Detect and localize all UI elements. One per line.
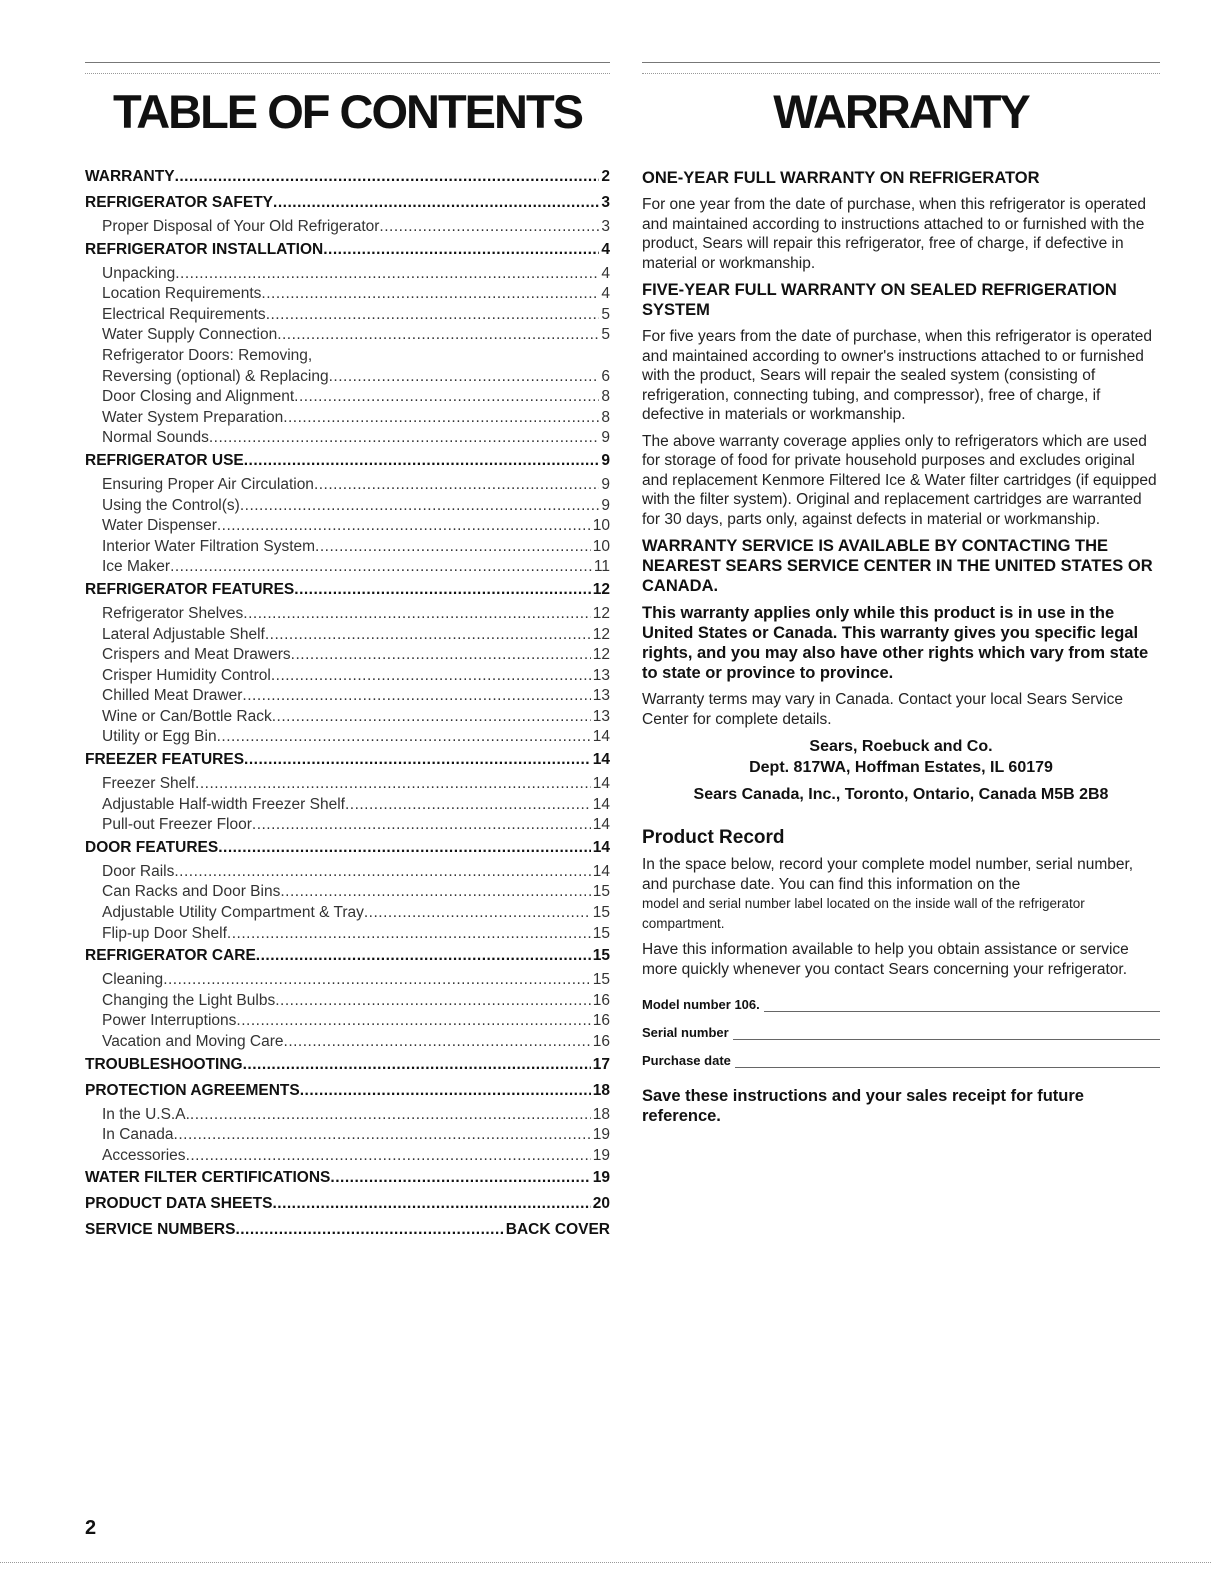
toc-entry-label: Cleaning xyxy=(102,971,164,989)
toc-entry-label: REFRIGERATOR FEATURES xyxy=(85,580,295,598)
toc-leader-dots xyxy=(170,558,592,576)
product-record-text-a: In the space below, record your complete model number, serial number, and purchase date. You can find this information on the xyxy=(642,856,1134,893)
address-line-3: Sears Canada, Inc., Toronto, Ontario, Canada M5B 2B8 xyxy=(693,786,1109,803)
toc-leader-dots xyxy=(272,708,591,726)
toc-entry xyxy=(85,1082,610,1106)
serial-number-line[interactable] xyxy=(733,1025,1160,1040)
toc-entry-label: FREEZER FEATURES xyxy=(85,751,245,769)
toc-entry-page: 14 xyxy=(592,816,610,834)
bottom-rule xyxy=(0,1562,1211,1563)
toc-entry-page: 15 xyxy=(592,883,610,901)
toc-entry-page: 14 xyxy=(592,728,610,746)
toc-leader-dots xyxy=(252,816,591,834)
toc-entry-label: Ensuring Proper Air Circulation xyxy=(102,475,314,493)
toc-entry-page: 6 xyxy=(601,367,610,385)
toc-entry-label: WATER FILTER CERTIFICATIONS xyxy=(85,1169,331,1187)
toc-leader-dots xyxy=(175,265,599,283)
toc-entry-label: Door Closing and Alignment xyxy=(102,388,295,406)
toc-leader-dots xyxy=(280,883,590,901)
toc-entry-label: Normal Sounds xyxy=(102,429,209,447)
toc-entry-page: 3 xyxy=(601,218,610,235)
serial-number-label: Serial number xyxy=(642,1025,729,1040)
toc-entry xyxy=(85,1033,610,1054)
toc-entry xyxy=(85,218,610,239)
toc-entry-label: Power Interruptions xyxy=(102,1012,237,1030)
toc-entry-page: 5 xyxy=(601,326,610,344)
toc-entry-page: 2 xyxy=(601,168,610,185)
toc-leader-dots xyxy=(235,1221,503,1239)
toc-entry-label: Electrical Requirements xyxy=(102,305,266,323)
toc-entry xyxy=(85,368,610,389)
toc-entry-label: Can Racks and Door Bins xyxy=(102,883,281,901)
toc-entry-page: 4 xyxy=(601,285,610,303)
toc-leader-dots xyxy=(300,1082,591,1100)
five-year-heading: FIVE-YEAR FULL WARRANTY ON SEALED REFRIGERATION SYSTEM xyxy=(642,281,1117,319)
toc-entry-page: 9 xyxy=(601,496,610,514)
toc-leader-dots xyxy=(227,925,591,943)
toc-leader-dots xyxy=(174,1126,591,1144)
five-year-text: For five years from the date of purchase, when this refrigerator is operated and maintained according to owner's instructions attached to or furnished with the product, Sears will repair the sealed system (consisting of refrigeration, connecting tubing, and compressor), free of charge, if defective in materials or workmanship. xyxy=(642,328,1153,423)
toc-entry xyxy=(85,904,610,925)
product-record-title: Product Record xyxy=(642,827,785,848)
toc-leader-dots xyxy=(174,863,590,881)
toc-leader-dots xyxy=(236,1012,590,1030)
toc-entry xyxy=(85,388,610,409)
toc-entry-label: SERVICE NUMBERS xyxy=(85,1221,236,1239)
toc-entry-page: 8 xyxy=(601,388,610,406)
toc-leader-dots xyxy=(345,796,591,814)
toc-entry xyxy=(85,708,610,729)
toc-leader-dots xyxy=(218,839,591,857)
product-record-text-b: model and serial number label located on the inside wall of the refrigerator compartment. xyxy=(642,896,1085,931)
toc-entry xyxy=(85,796,610,817)
toc-entry xyxy=(85,241,610,265)
toc-entry xyxy=(85,816,610,837)
toc-entry-label: REFRIGERATOR INSTALLATION xyxy=(85,240,324,258)
toc-entry-page: 12 xyxy=(592,646,610,664)
rights-heading: This warranty applies only while this product is in use in the United States or Canada. This warranty gives you specific legal rights, and you may also have other rights which vary from state to state or province to province. xyxy=(642,604,1149,682)
toc-leader-dots xyxy=(186,1147,591,1165)
toc-entry xyxy=(85,409,610,430)
toc-entry xyxy=(85,1147,610,1168)
toc-entry-label: Interior Water Filtration System xyxy=(102,537,316,555)
toc-entry xyxy=(85,1106,610,1127)
toc-leader-dots xyxy=(277,326,599,344)
toc-entry-page: 9 xyxy=(601,451,610,469)
top-rule xyxy=(642,62,1160,74)
toc-leader-dots xyxy=(330,1169,590,1187)
toc-entry-page: 3 xyxy=(601,194,610,211)
toc-entry-label: REFRIGERATOR CARE xyxy=(85,947,256,965)
toc-leader-dots xyxy=(256,947,591,965)
toc-entry xyxy=(85,775,610,796)
toc-entry xyxy=(85,667,610,688)
toc-entry-page: 10 xyxy=(592,517,610,535)
toc-entry-label: Reversing (optional) & Replacing xyxy=(102,367,329,385)
toc-entry-page: 11 xyxy=(593,558,610,576)
toc-leader-dots xyxy=(244,452,600,470)
toc-entry xyxy=(85,646,610,667)
toc-column xyxy=(85,62,610,1245)
toc-leader-dots xyxy=(273,194,599,212)
one-year-text: For one year from the date of purchase, when this refrigerator is operated and maintained according to instructions attached to or furnished with the product, Sears will repair this refrigerator, free of charge, if defective in material or workmanship. xyxy=(642,196,1147,272)
toc-leader-dots xyxy=(217,517,591,535)
toc-entry-label: Water Dispenser xyxy=(102,517,217,535)
toc-entry xyxy=(85,347,610,368)
toc-leader-dots xyxy=(175,168,600,186)
toc-leader-dots xyxy=(265,626,591,644)
toc-entry xyxy=(85,538,610,559)
toc-entry xyxy=(85,285,610,306)
toc-entry xyxy=(85,1056,610,1080)
canada-text: Warranty terms may vary in Canada. Contact your local Sears Service Center for complete details. xyxy=(642,691,1123,728)
toc-entry-page: 16 xyxy=(592,1033,610,1050)
toc-entry xyxy=(85,306,610,327)
toc-leader-dots xyxy=(266,306,600,324)
toc-entry-label: Using the Control(s) xyxy=(102,496,240,514)
toc-leader-dots xyxy=(261,285,599,303)
toc-entry xyxy=(85,626,610,647)
toc-entry-label: Water System Preparation xyxy=(102,408,284,426)
model-number-line[interactable] xyxy=(764,997,1160,1012)
toc-entry-page: 18 xyxy=(592,1081,610,1099)
toc-entry-label: REFRIGERATOR USE xyxy=(85,451,244,469)
toc-entry-page: 14 xyxy=(592,838,610,856)
toc-entry xyxy=(85,971,610,992)
toc-entry-page: 9 xyxy=(601,475,610,493)
toc-entry-page: 13 xyxy=(592,687,610,705)
toc-entry xyxy=(85,1169,610,1193)
toc-leader-dots xyxy=(314,476,599,494)
top-rule xyxy=(85,62,610,74)
toc-entry-label: Crisper Humidity Control xyxy=(102,666,271,684)
toc-entry-label: DOOR FEATURES xyxy=(85,838,219,856)
toc-entry-label: Refrigerator Doors: Removing, xyxy=(102,346,313,364)
toc-entry xyxy=(85,476,610,497)
warranty-column xyxy=(642,62,1160,1133)
toc-entry-page: 15 xyxy=(592,947,610,965)
toc-entry-label: Unpacking xyxy=(102,264,176,282)
toc-leader-dots xyxy=(244,751,591,769)
model-number-label: Model number 106. xyxy=(642,997,760,1012)
toc-entry-label: Refrigerator Shelves xyxy=(102,604,244,622)
toc-entry xyxy=(85,265,610,286)
toc-entry-label: Freezer Shelf xyxy=(102,775,196,793)
toc-entry-label: Changing the Light Bulbs xyxy=(102,991,276,1009)
toc-entry-label: Utility or Egg Bin xyxy=(102,728,217,746)
toc-entry xyxy=(85,947,610,971)
page-number: 2 xyxy=(85,1517,97,1539)
toc-entry-page: 15 xyxy=(592,924,610,942)
toc-leader-dots xyxy=(283,409,599,427)
toc-entry-page: 20 xyxy=(592,1195,610,1213)
toc-entry-label: Chilled Meat Drawer xyxy=(102,687,243,705)
service-heading: WARRANTY SERVICE IS AVAILABLE BY CONTACTING THE NEAREST SEARS SERVICE CENTER IN THE UNITED STATES OR CANADA. xyxy=(642,537,1153,595)
toc-entry xyxy=(85,429,610,450)
toc-leader-dots xyxy=(209,429,600,447)
toc-entry xyxy=(85,1195,610,1219)
toc-leader-dots xyxy=(272,1195,590,1213)
serial-number-field[interactable] xyxy=(642,1014,1160,1040)
toc-entry-page: 9 xyxy=(601,429,610,447)
toc-entry-label: In the U.S.A. xyxy=(102,1105,190,1123)
address-line-2: Dept. 817WA, Hoffman Estates, IL 60179 xyxy=(749,759,1053,776)
toc-entry-label: TROUBLESHOOTING xyxy=(85,1055,243,1073)
toc-entry-page: 4 xyxy=(601,264,610,282)
toc-entry-page: 15 xyxy=(592,971,610,989)
model-number-field[interactable] xyxy=(642,986,1160,1012)
toc-entry xyxy=(85,1012,610,1033)
toc-leader-dots xyxy=(379,218,599,236)
address-line-1: Sears, Roebuck and Co. xyxy=(809,738,993,755)
toc-entry-page: 12 xyxy=(592,604,610,622)
toc-entry-page: 14 xyxy=(592,795,610,813)
toc-leader-dots xyxy=(315,538,591,556)
toc-entry xyxy=(85,497,610,518)
toc-entry-page: 15 xyxy=(592,904,610,922)
coverage-text: The above warranty coverage applies only to refrigerators which are used for storage of food for private household purposes and excludes original and replacement Kenmore Filtered Ice & Water filter cartridges (if equipped with the filter system). Original and replacement cartridges are warranted for 30 days, parts only, against defects in material or workmanship. xyxy=(642,432,1157,528)
toc-leader-dots xyxy=(240,497,600,515)
toc-entry xyxy=(85,992,610,1013)
toc-entry-label: Accessories xyxy=(102,1146,186,1164)
toc-entry-label: Ice Maker xyxy=(102,558,171,576)
toc-leader-dots xyxy=(217,728,591,746)
toc-entry xyxy=(85,839,610,863)
toc-entry-page: 10 xyxy=(592,537,610,555)
toc-leader-dots xyxy=(163,971,591,989)
toc-entry-page: 19 xyxy=(592,1146,610,1164)
toc-leader-dots xyxy=(291,646,591,664)
toc-leader-dots xyxy=(190,1106,591,1124)
save-note: Save these instructions and your sales receipt for future reference. xyxy=(642,1087,1084,1125)
toc-entry-label: Water Supply Connection xyxy=(102,326,278,344)
toc-entry xyxy=(85,452,610,476)
toc-entry-label: Flip-up Door Shelf xyxy=(102,924,227,942)
toc-entry-page: 17 xyxy=(592,1055,610,1073)
toc-entry xyxy=(85,863,610,884)
toc-entry xyxy=(85,194,610,218)
toc-entry-page: 18 xyxy=(592,1105,610,1123)
toc-leader-dots xyxy=(294,581,590,599)
toc-entry-page: 16 xyxy=(592,991,610,1009)
toc-entry xyxy=(85,751,610,775)
toc-leader-dots xyxy=(284,1033,591,1051)
toc-leader-dots xyxy=(271,667,591,685)
toc-entry-page: 4 xyxy=(601,240,610,258)
toc-entry-page: 14 xyxy=(592,775,610,793)
toc-entry-label: Adjustable Utility Compartment & Tray xyxy=(102,904,364,922)
toc-entry xyxy=(85,517,610,538)
purchase-date-label: Purchase date xyxy=(642,1053,731,1068)
toc-entry-label: Vacation and Moving Care xyxy=(102,1033,284,1050)
toc-entry-page: 19 xyxy=(592,1126,610,1144)
toc-entry-label: Crispers and Meat Drawers xyxy=(102,646,291,664)
toc-entry-label: Adjustable Half-width Freezer Shelf xyxy=(102,795,345,813)
toc-entry-page: 14 xyxy=(592,862,610,880)
toc-list xyxy=(85,168,610,1245)
toc-entry-label: Pull-out Freezer Floor xyxy=(102,816,252,834)
toc-entry xyxy=(85,728,610,749)
toc-entry xyxy=(85,925,610,946)
toc-entry-label: Proper Disposal of Your Old Refrigerator xyxy=(102,218,380,235)
toc-leader-dots xyxy=(294,388,599,406)
warranty-title: WARRANTY xyxy=(773,85,1029,138)
toc-entry xyxy=(85,1126,610,1147)
one-year-heading: ONE-YEAR FULL WARRANTY ON REFRIGERATOR xyxy=(642,169,1040,187)
toc-title: TABLE OF CONTENTS xyxy=(112,85,583,138)
toc-entry-page: 8 xyxy=(601,408,610,426)
product-record-text-2: Have this information available to help you obtain assistance or service more quickly whenever you contact Sears concerning your refrigerator. xyxy=(642,941,1129,978)
toc-leader-dots xyxy=(329,368,600,386)
toc-entry-page: 5 xyxy=(601,305,610,323)
toc-entry-page: 16 xyxy=(592,1012,610,1030)
toc-entry xyxy=(85,1221,610,1245)
toc-leader-dots xyxy=(243,605,590,623)
purchase-date-field[interactable] xyxy=(642,1042,1160,1068)
toc-entry-label: PROTECTION AGREEMENTS xyxy=(85,1081,300,1099)
toc-entry xyxy=(85,326,610,347)
toc-entry xyxy=(85,168,610,192)
toc-entry-label: PRODUCT DATA SHEETS xyxy=(85,1195,273,1213)
purchase-date-line[interactable] xyxy=(735,1053,1160,1068)
toc-leader-dots xyxy=(275,992,591,1010)
toc-entry-page: 13 xyxy=(592,707,610,725)
toc-entry-label: Wine or Can/Bottle Rack xyxy=(102,707,272,725)
toc-entry-label: In Canada xyxy=(102,1126,174,1144)
toc-entry-label: Door Rails xyxy=(102,862,175,880)
toc-leader-dots xyxy=(323,241,599,259)
toc-entry-page: 19 xyxy=(592,1169,610,1187)
toc-entry-label: Location Requirements xyxy=(102,285,262,303)
toc-entry-page: 13 xyxy=(592,666,610,684)
toc-entry-label: Lateral Adjustable Shelf xyxy=(102,625,265,643)
toc-entry-label: WARRANTY xyxy=(85,168,175,185)
toc-leader-dots xyxy=(195,775,591,793)
toc-leader-dots xyxy=(243,1056,591,1074)
toc-leader-dots xyxy=(364,904,591,922)
toc-entry-page: 14 xyxy=(592,751,610,769)
toc-entry xyxy=(85,581,610,605)
toc-entry xyxy=(85,605,610,626)
toc-entry-label: REFRIGERATOR SAFETY xyxy=(85,194,274,211)
toc-entry xyxy=(85,687,610,708)
toc-entry-page: 12 xyxy=(592,580,610,598)
toc-entry-page: 12 xyxy=(592,625,610,643)
toc-entry xyxy=(85,883,610,904)
toc-entry xyxy=(85,558,610,579)
toc-leader-dots xyxy=(242,687,590,705)
toc-entry-page: BACK COVER xyxy=(505,1221,610,1239)
